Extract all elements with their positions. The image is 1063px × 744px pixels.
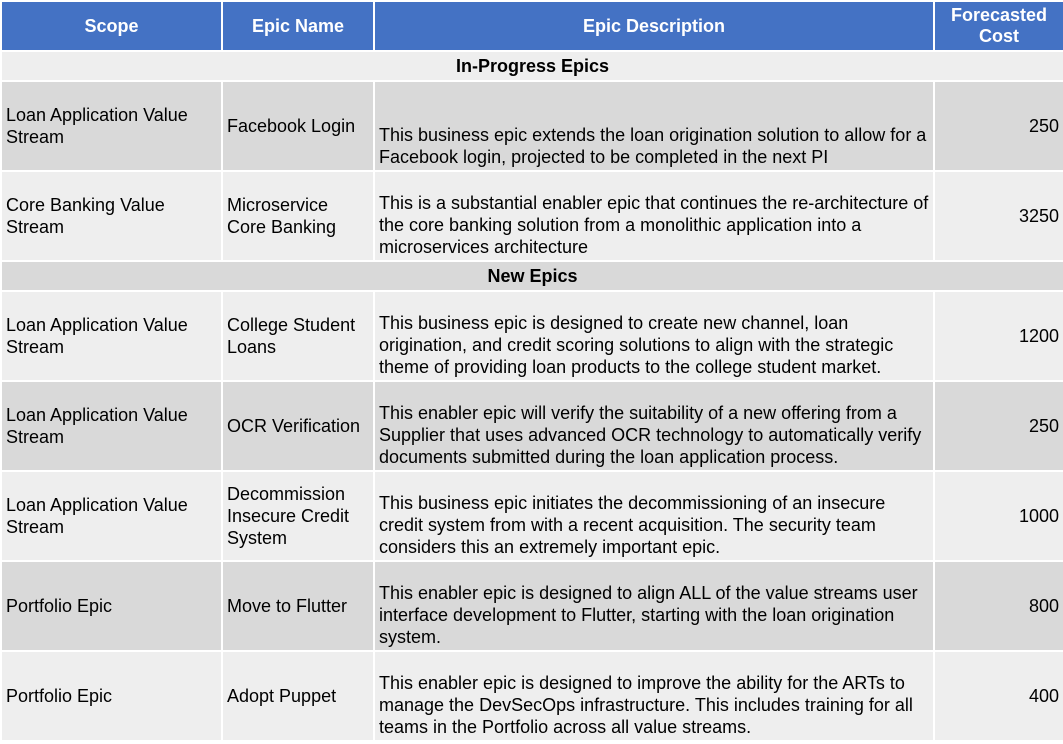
table-row [1, 381, 1063, 471]
table-row [1, 81, 1063, 171]
cell-description: This is a substantial enabler epic that continues the re-architecture of the core banking solution from a monolithic application into a microservices architecture [374, 171, 934, 261]
table-row [1, 171, 1063, 261]
cell-cost: 400 [934, 651, 1063, 741]
header-scope: Scope [1, 1, 222, 51]
section-title: In-Progress Epics [1, 51, 1063, 81]
cell-description: This business epic initiates the decommissioning of an insecure credit system from with a recent acquisition. The security team considers this an extremely important epic. [374, 471, 934, 561]
cell-epic-name: Microservice Core Banking [222, 171, 374, 261]
table-body [1, 51, 1063, 741]
header-forecasted-cost: Forecasted Cost [934, 1, 1063, 51]
cell-cost: 250 [934, 81, 1063, 171]
cell-scope: Portfolio Epic [1, 561, 222, 651]
cell-scope: Loan Application Value Stream [1, 81, 222, 171]
header-row [1, 1, 1063, 51]
cell-description: This business epic is designed to create new channel, loan origination, and credit scoring solutions to align with the strategic theme of providing loan products to the college student market. [374, 291, 934, 381]
cell-epic-name: Move to Flutter [222, 561, 374, 651]
cell-description: This enabler epic is designed to improve the ability for the ARTs to manage the DevSecOps infrastructure. This includes training for all teams in the Portfolio across all value streams. [374, 651, 934, 741]
cell-scope: Loan Application Value Stream [1, 381, 222, 471]
table-row [1, 291, 1063, 381]
cell-scope: Portfolio Epic [1, 651, 222, 741]
cell-scope: Loan Application Value Stream [1, 291, 222, 381]
table-row [1, 471, 1063, 561]
cell-scope: Loan Application Value Stream [1, 471, 222, 561]
cell-cost: 1200 [934, 291, 1063, 381]
section-row [1, 51, 1063, 81]
cell-description: This enabler epic will verify the suitability of a new offering from a Supplier that uses advanced OCR technology to automatically verify documents submitted during the loan application process. [374, 381, 934, 471]
cell-cost: 3250 [934, 171, 1063, 261]
header-epic-description: Epic Description [374, 1, 934, 51]
cell-epic-name: Facebook Login [222, 81, 374, 171]
table-header [1, 1, 1063, 51]
cell-epic-name: Decommission Insecure Credit System [222, 471, 374, 561]
cell-description: This business epic extends the loan origination solution to allow for a Facebook login, projected to be completed in the next PI [374, 81, 934, 171]
cell-epic-name: Adopt Puppet [222, 651, 374, 741]
cell-cost: 800 [934, 561, 1063, 651]
header-epic-name: Epic Name [222, 1, 374, 51]
cell-cost: 1000 [934, 471, 1063, 561]
cell-epic-name: College Student Loans [222, 291, 374, 381]
cell-scope: Core Banking Value Stream [1, 171, 222, 261]
section-title: New Epics [1, 261, 1063, 291]
section-row [1, 261, 1063, 291]
table-row [1, 561, 1063, 651]
cell-description: This enabler epic is designed to align ALL of the value streams user interface development to Flutter, starting with the loan origination system. [374, 561, 934, 651]
table-row [1, 651, 1063, 741]
cell-epic-name: OCR Verification [222, 381, 374, 471]
cell-cost: 250 [934, 381, 1063, 471]
